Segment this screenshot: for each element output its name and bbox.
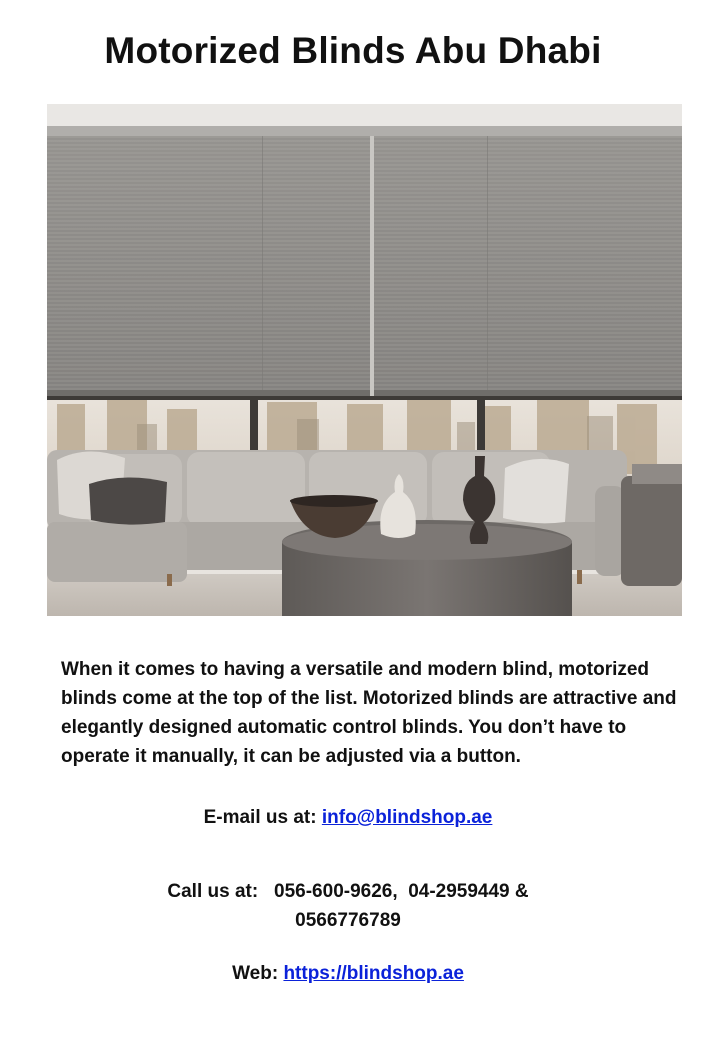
call-label: Call us at: [167,881,259,902]
web-label: Web: [232,963,279,984]
email-line [0,807,696,829]
call-numbers-second-line: 0566776789 [295,910,401,931]
page-title: Motorized Blinds Abu Dhabi [104,30,602,71]
web-link[interactable]: https://blindshop.ae [283,963,464,984]
web-line [0,963,696,985]
call-numbers: 056-600-9626, 04-2959449 & [274,881,529,902]
email-label: E-mail us at: [203,807,317,828]
living-room-blinds-illustration [47,104,682,616]
call-line [0,877,696,935]
hero-image [47,104,682,616]
email-link[interactable]: info@blindshop.ae [321,807,493,828]
description-paragraph: When it comes to having a versatile and modern blind, motorized blinds come at the top of the list. Motorized blinds are attractive and elegantly designed automatic control blinds. You don’t have to operate it manually, it can be adjusted via a button. [61,659,677,767]
